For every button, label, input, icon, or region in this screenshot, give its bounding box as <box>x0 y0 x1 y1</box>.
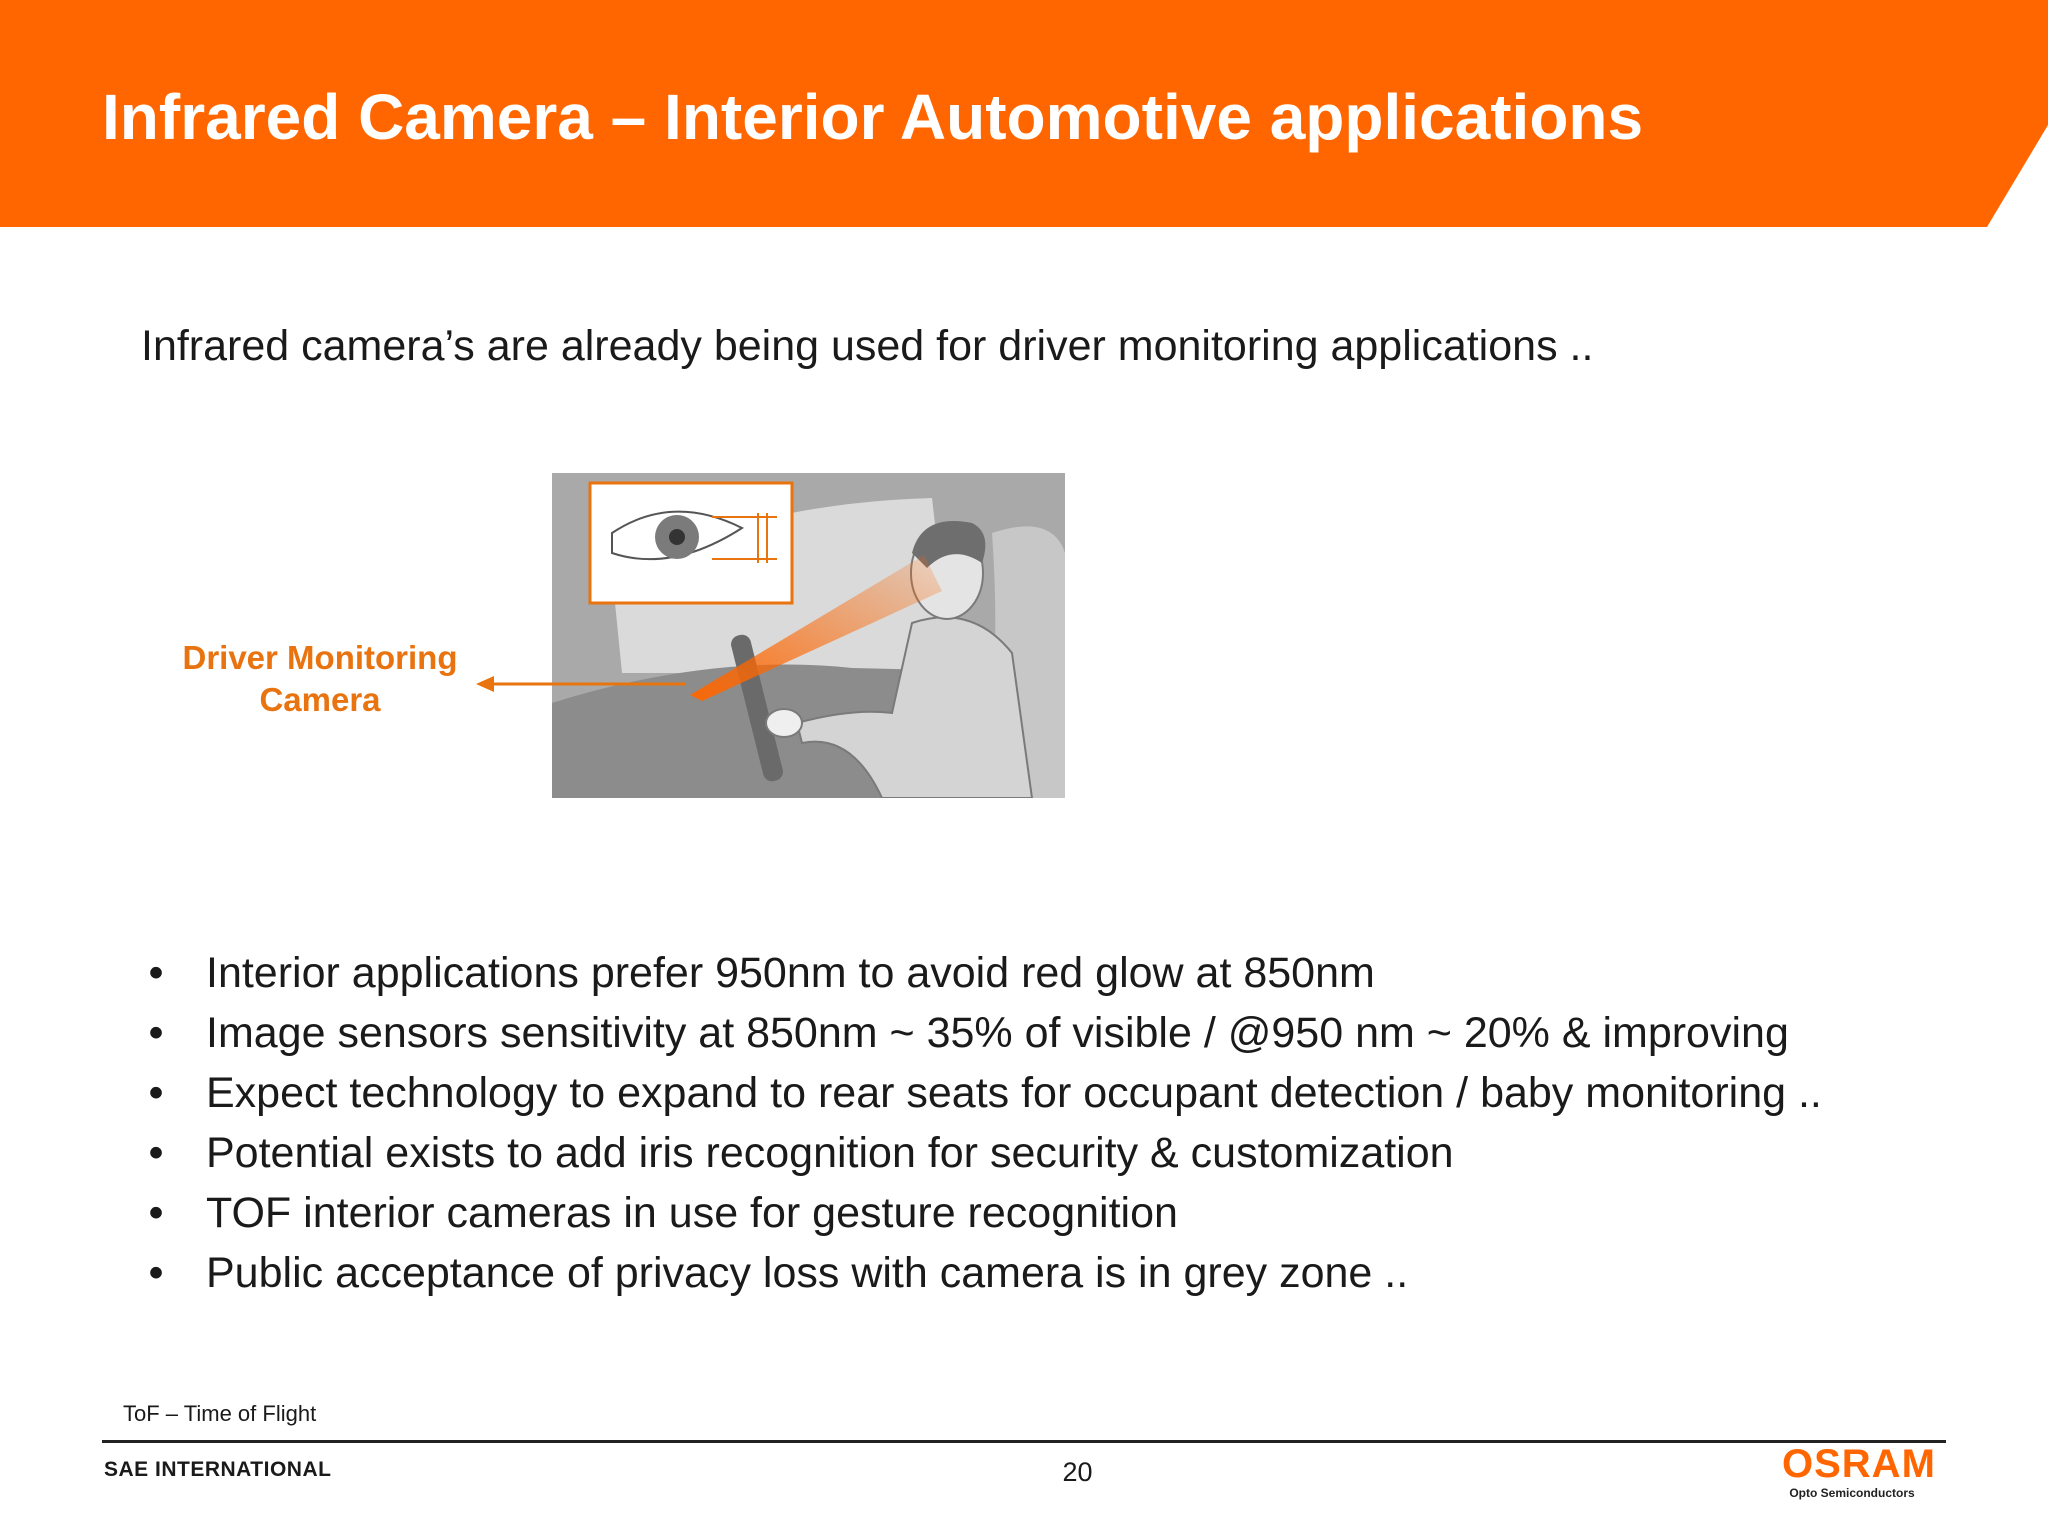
slide-title: Infrared Camera – Interior Automotive applications <box>102 81 1644 153</box>
list-item-text: Public acceptance of privacy loss with camera is in grey zone .. <box>206 1249 1409 1297</box>
list-item <box>141 1183 1822 1243</box>
driver-hand <box>766 709 802 737</box>
callout-line-1: Driver Monitoring <box>182 639 458 676</box>
list-item-text: Image sensors sensitivity at 850nm ~ 35% of visible / @950 nm ~ 20% & improving <box>206 1009 1789 1057</box>
organization-label: SAE INTERNATIONAL <box>104 1458 332 1481</box>
bullet-icon: • <box>148 1189 164 1237</box>
eye-pupil <box>669 529 685 545</box>
camera-callout-label <box>150 637 490 721</box>
brand-name: OSRAM <box>1782 1442 1936 1486</box>
list-item <box>141 1123 1822 1183</box>
brand-subtitle: Opto Semiconductors <box>1789 1486 1915 1500</box>
bullet-icon: • <box>148 949 164 997</box>
callout-line-2: Camera <box>259 681 381 718</box>
list-item-text: Interior applications prefer 950nm to avoid red glow at 850nm <box>206 949 1375 997</box>
bullet-list <box>141 943 1822 1303</box>
callout-arrow <box>476 672 686 696</box>
bullet-icon: • <box>148 1129 164 1177</box>
driver-monitoring-illustration <box>552 473 1065 798</box>
list-item-text: TOF interior cameras in use for gesture recognition <box>206 1189 1178 1237</box>
list-item <box>141 1243 1822 1303</box>
bullet-icon: • <box>148 1249 164 1297</box>
list-item <box>141 943 1822 1003</box>
list-item <box>141 1003 1822 1063</box>
footnote: ToF – Time of Flight <box>123 1401 317 1426</box>
brand-logo <box>1782 1442 1936 1500</box>
list-item-text: Expect technology to expand to rear seats for occupant detection / baby monitoring .. <box>206 1069 1822 1117</box>
page-number: 20 <box>1062 1457 1093 1487</box>
bullet-icon: • <box>148 1009 164 1057</box>
list-item-text: Potential exists to add iris recognition for security & customization <box>206 1129 1454 1177</box>
intro-text: Infrared camera’s are already being used for driver monitoring applications .. <box>141 322 1594 370</box>
bullet-icon: • <box>148 1069 164 1117</box>
footer-divider <box>102 1440 1946 1443</box>
list-item <box>141 1063 1822 1123</box>
